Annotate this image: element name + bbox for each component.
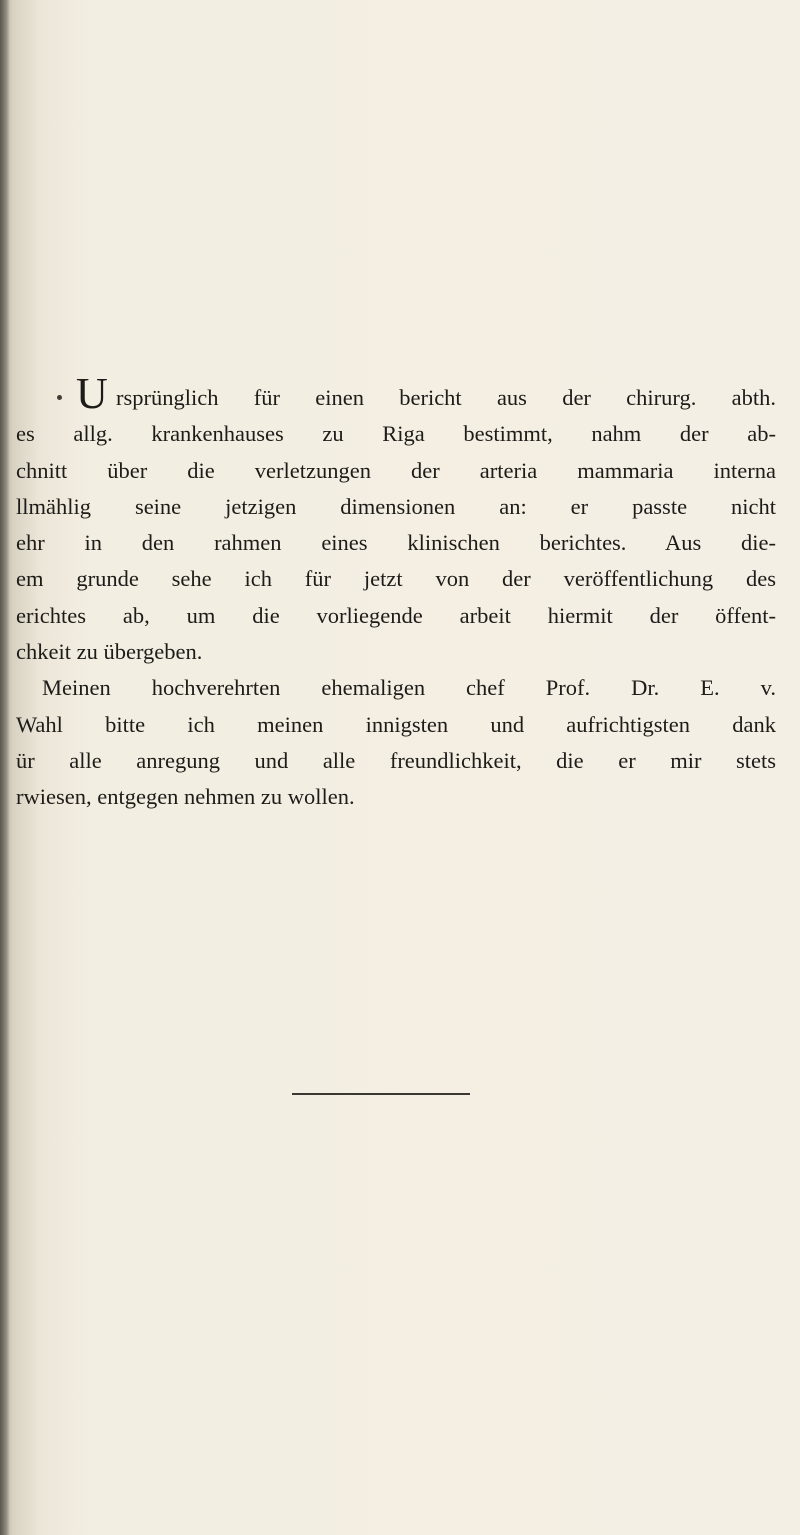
text-line: Wahl bitte ich meinen innigsten und aufrichtigsten dank bbox=[16, 711, 776, 737]
text-line: es allg. krankenhauses zu Riga bestimmt, nahm der ab- bbox=[16, 421, 776, 447]
book-spine-shadow bbox=[0, 0, 10, 1535]
text-line bbox=[16, 369, 776, 418]
text-line: em grunde sehe ich für jetzt von der veröffentlichung des bbox=[16, 566, 776, 592]
text-line: Meinen hochverehrten ehemaligen chef Prof. Dr. E. v. bbox=[42, 675, 776, 701]
closing-rule bbox=[292, 1093, 470, 1095]
text-line: ür alle anregung und alle freundlichkeit, die er mir stets bbox=[16, 747, 776, 773]
text-line: llmählig seine jetzigen dimensionen an: er passte nicht bbox=[16, 493, 776, 519]
text-line: ehr in den rahmen eines klinischen berichtes. Aus die- bbox=[16, 530, 776, 556]
text-line-content: rsprünglich für einen bericht aus der chirurg. abth. bbox=[116, 385, 776, 410]
drop-initial: U bbox=[76, 369, 108, 418]
paragraph-thanks bbox=[16, 670, 776, 815]
text-line: chkeit zu übergeben. bbox=[16, 639, 203, 665]
text-line: rwiesen, entgegen nehmen zu wollen. bbox=[16, 784, 355, 810]
preface-text bbox=[16, 369, 776, 816]
paragraph-origin bbox=[16, 369, 776, 670]
text-line: erichtes ab, um die vorliegende arbeit hiermit der öffent- bbox=[16, 602, 776, 628]
text-line: chnitt über die verletzungen der arteria mammaria interna bbox=[16, 457, 776, 483]
